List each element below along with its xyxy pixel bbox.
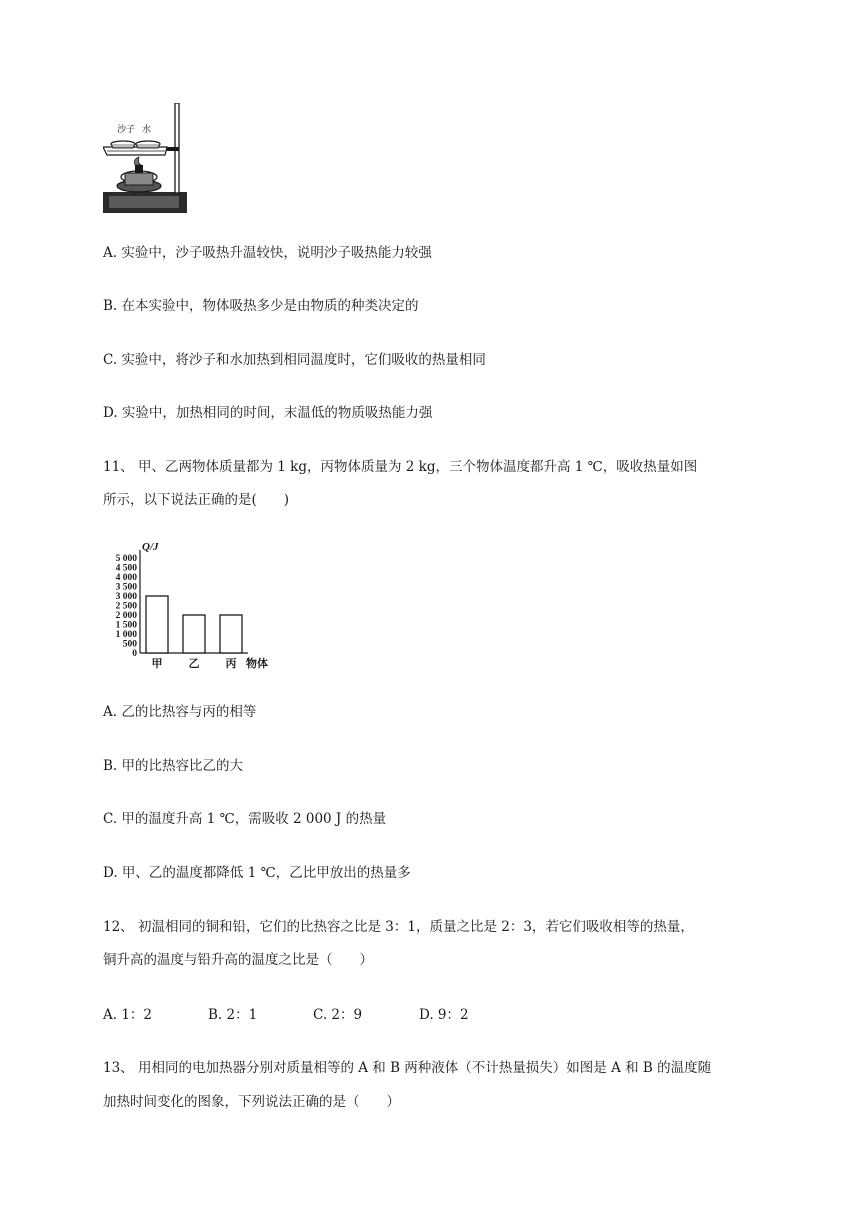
y-tick-label: 4 500 <box>115 563 137 574</box>
bar-2 <box>183 615 205 653</box>
y-tick-label: 4 000 <box>115 573 137 583</box>
bar-chart <box>100 536 270 670</box>
y-tick-label: 2 500 <box>115 601 137 612</box>
x-axis-label: 物体 <box>246 658 268 670</box>
y-tick-label: 1 000 <box>115 630 137 640</box>
q11-option-a: A. 乙的比热容与丙的相等 <box>103 704 257 720</box>
q11-option-d: D. 甲、乙的温度都降低 1 ℃，乙比甲放出的热量多 <box>103 865 411 881</box>
q12-option-d: D. 9：2 <box>419 1007 469 1023</box>
q10-option-b: B. 在本实验中，物体吸热多少是由物质的种类决定的 <box>103 298 419 314</box>
y-tick-label: 500 <box>122 639 137 650</box>
q12-stem-line1: 12、 初温相同的铜和铅，它们的比热容之比是 3：1，质量之比是 2：3，若它们吸收相等的热量， <box>103 919 694 935</box>
q11-option-b: B. 甲的比热容比乙的大 <box>103 758 244 774</box>
y-tick-label: 3 000 <box>115 592 137 602</box>
sand-label: 沙子 <box>117 125 136 135</box>
q10-option-d: D. 实验中，加热相同的时间，末温低的物质吸热能力强 <box>103 405 433 421</box>
q11-stem-line1: 11、 甲、乙两物体质量都为 1 kg，丙物体质量为 2 kg，三个物体温度都升高 1 ℃，吸收热量如图 <box>103 459 698 475</box>
bar-1 <box>146 596 168 653</box>
q13-stem-line1: 13、 用相同的电加热器分别对质量相等的 A 和 B 两种液体（不计热量损失）如图是 A 和 B 的温度随 <box>103 1060 712 1076</box>
y-tick-label: 3 500 <box>115 582 137 593</box>
q11-option-c: C. 甲的温度升高 1 ℃，需吸收 2 000 J 的热量 <box>103 811 387 827</box>
q12-option-a: A. 1：2 <box>103 1007 153 1023</box>
q12-stem-line2: 铜升高的温度与铅升高的温度之比是（ ） <box>103 952 373 968</box>
q11-stem-line2: 所示，以下说法正确的是( ) <box>103 492 290 508</box>
q12-option-c: C. 2：9 <box>313 1007 363 1023</box>
iron-stand <box>103 103 187 213</box>
sand-dish <box>111 141 135 148</box>
water-dish <box>136 141 160 148</box>
category-label-1: 甲 <box>151 658 163 670</box>
q12-option-b: B. 2：1 <box>208 1007 258 1023</box>
y-tick-label: 1 500 <box>115 620 137 631</box>
y-tick-label: 5 000 <box>115 554 137 564</box>
category-label-3: 丙 <box>225 658 237 670</box>
y-tick-label: 0 <box>132 649 137 659</box>
y-tick-label: 2 000 <box>115 611 137 621</box>
y-axis-label: Q/J <box>142 541 159 553</box>
q13-stem-line2: 加热时间变化的图象，下列说法正确的是（ ） <box>103 1094 400 1110</box>
bar-3 <box>220 615 242 653</box>
category-label-2: 乙 <box>188 658 200 670</box>
q12-options-row <box>103 1005 703 1025</box>
q10-option-a: A. 实验中，沙子吸热升温较快，说明沙子吸热能力较强 <box>103 245 432 261</box>
apparatus-figure <box>103 103 193 215</box>
q10-option-c: C. 实验中，将沙子和水加热到相同温度时，它们吸收的热量相同 <box>103 352 486 368</box>
water-label: 水 <box>142 125 152 135</box>
alcohol-lamp-icon <box>117 157 161 192</box>
